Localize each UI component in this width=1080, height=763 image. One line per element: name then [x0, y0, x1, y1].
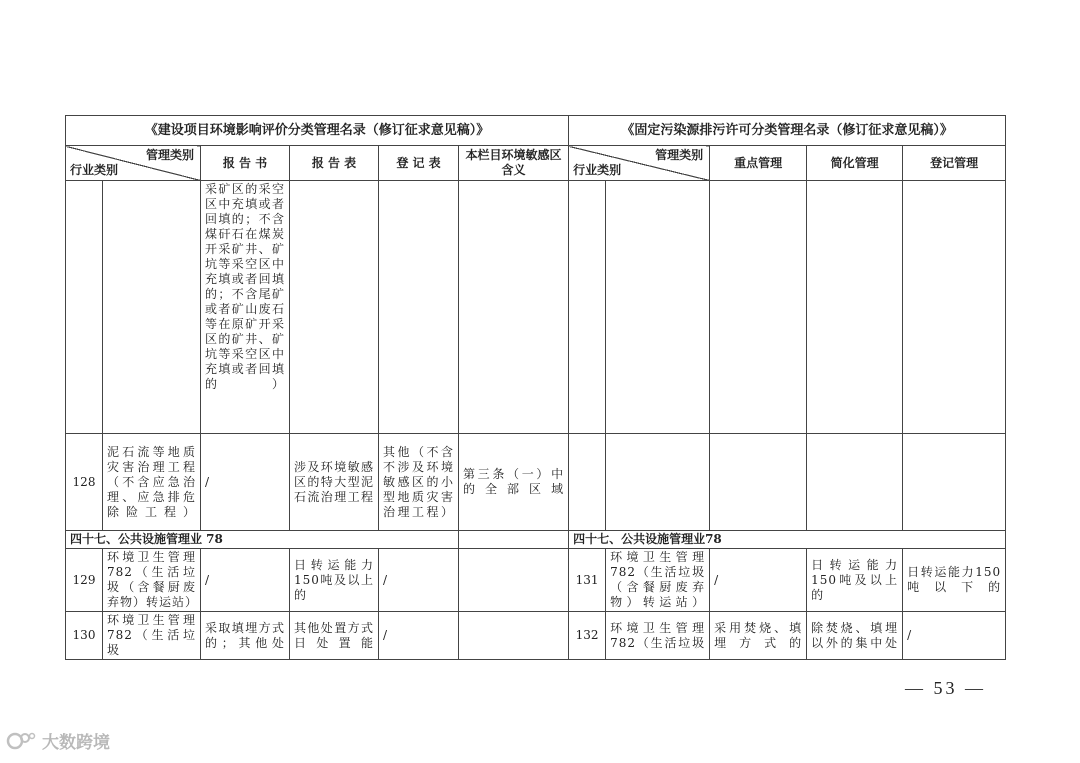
registration-mgmt-cell: 日转运能力150吨以下的	[903, 549, 1006, 612]
watermark-logo-icon	[6, 730, 36, 752]
row-number: 128	[66, 434, 103, 531]
left-mgmt-category-label: 管理类别	[145, 148, 194, 162]
registration-cell: /	[379, 612, 459, 660]
right-table-title: 《固定污染源排污许可分类管理名录（修订征求意见稿）》	[569, 116, 1006, 146]
table-row-128	[66, 434, 1016, 531]
row-number: 131	[569, 549, 606, 612]
report-book-cell: /	[201, 434, 290, 531]
report-book-cell: /	[201, 549, 290, 612]
simplified-mgmt-cell: 除焚烧、填埋以外的集中处	[807, 612, 903, 660]
industry-cell: 环境卫生管理782（生活垃圾（含餐厨废弃物）转运站）	[606, 549, 710, 612]
header-registration-form: 登 记 表	[379, 146, 459, 181]
registration-cell: 其他（不含不涉及环境敏感区的小型地质灾害治理工程）	[379, 434, 459, 531]
industry-cell: 环境卫生管理782（生活垃圾	[606, 612, 710, 660]
report-book-cell: 采取填埋方式的；其他处	[201, 612, 290, 660]
key-mgmt-cell: /	[710, 549, 807, 612]
header-simplified-mgmt: 简化管理	[807, 146, 903, 181]
sensitive-area-cell: 第三条（一）中的全部区域	[459, 434, 569, 531]
table-row-continued	[66, 181, 1016, 434]
continued-report-book-cell: 采矿区的采空区中充填或者回填的；不含煤矸石在煤炭开采矿井、矿坑等采空区中充填或者回填的；不含尾矿或者矿山废石等在原矿开采区的矿井、矿坑等采空区中充填或者回填的）	[201, 181, 290, 434]
left-category-heading: 四十七、公共设施管理业 78	[66, 531, 459, 549]
industry-cell: 环境卫生管理782（生活垃圾（含餐厨废弃物）转运站）	[103, 549, 201, 612]
title-row	[66, 116, 1016, 146]
industry-cell: 环境卫生管理782（生活垃圾	[103, 612, 201, 660]
table-row-130-132	[66, 612, 1016, 660]
left-industry-category-label: 行业类别	[70, 163, 119, 177]
category-row	[66, 531, 1016, 549]
table-row-129-131	[66, 549, 1016, 612]
header-row	[66, 146, 1016, 181]
report-form-cell: 其他处置方式日处置能	[290, 612, 379, 660]
row-number: 130	[66, 612, 103, 660]
header-report-book: 报 告 书	[201, 146, 290, 181]
watermark	[6, 728, 110, 753]
report-form-cell: 涉及环境敏感区的特大型泥石流治理工程	[290, 434, 379, 531]
watermark-text: 大数跨境	[42, 733, 110, 753]
regulation-comparison-table	[65, 115, 1016, 660]
registration-mgmt-cell: /	[903, 612, 1006, 660]
right-diagonal-header-cell	[569, 146, 710, 181]
left-diagonal-header-cell	[66, 146, 201, 181]
registration-cell: /	[379, 549, 459, 612]
header-registration-mgmt: 登记管理	[903, 146, 1006, 181]
industry-cell: 泥石流等地质灾害治理工程（不含应急治理、应急排危除险工程）	[103, 434, 201, 531]
header-report-form: 报 告 表	[290, 146, 379, 181]
key-mgmt-cell: 采用焚烧、填埋方式的	[710, 612, 807, 660]
row-number: 129	[66, 549, 103, 612]
right-category-heading: 四十七、公共设施管理业78	[569, 531, 1006, 549]
row-number: 132	[569, 612, 606, 660]
left-table-title: 《建设项目环境影响评价分类管理名录（修订征求意见稿）》	[66, 116, 569, 146]
header-key-mgmt: 重点管理	[710, 146, 807, 181]
right-mgmt-category-label: 管理类别	[655, 148, 704, 162]
header-sensitive-area: 本栏目环境敏感区含义	[459, 146, 569, 181]
page-number: — 53 —	[905, 678, 986, 698]
simplified-mgmt-cell: 日转运能力150吨及以上的	[807, 549, 903, 612]
report-form-cell: 日转运能力150吨及以上的	[290, 549, 379, 612]
right-industry-category-label: 行业类别	[573, 163, 622, 177]
